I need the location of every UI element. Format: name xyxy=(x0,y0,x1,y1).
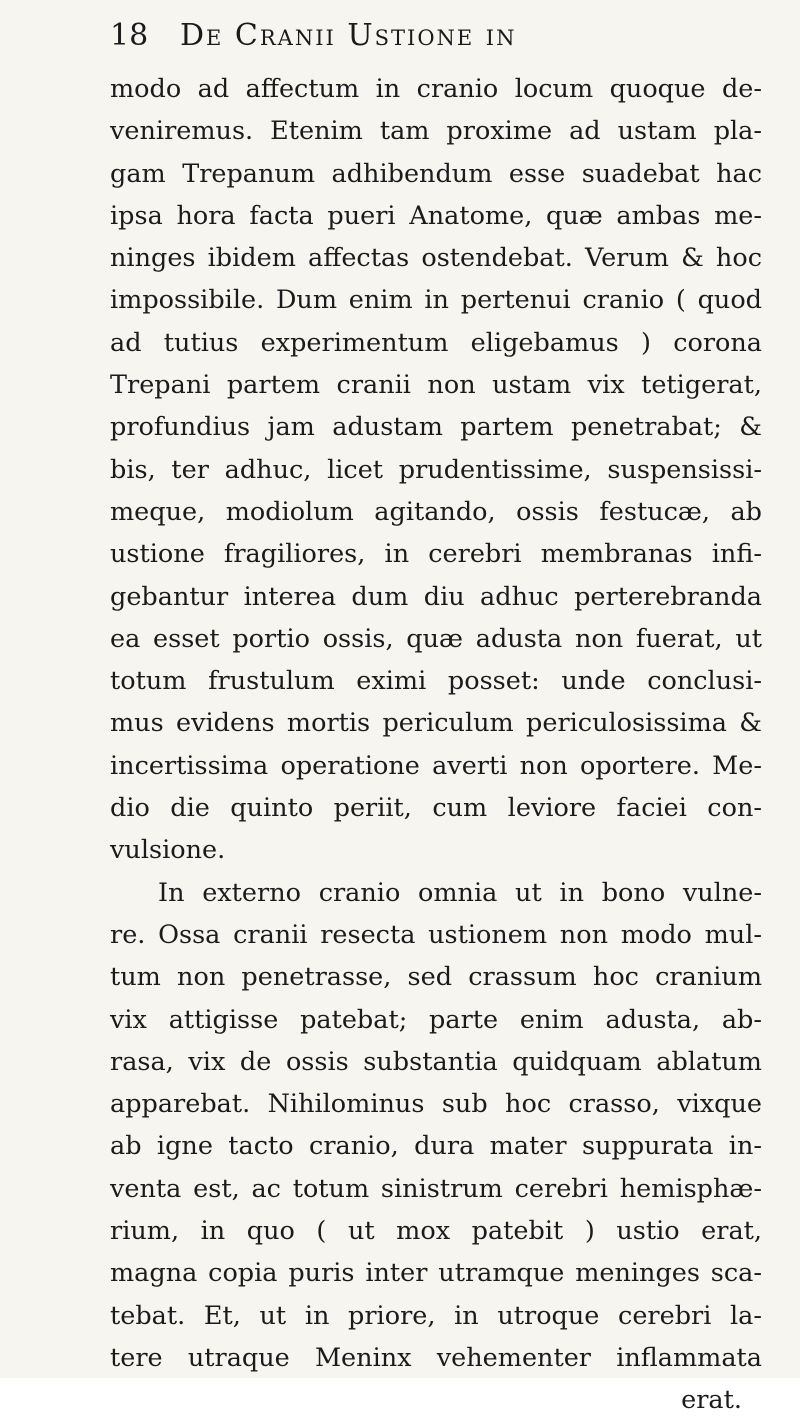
text-line: rasa, vix de ossis substantia quidquam ablatum xyxy=(110,1046,762,1077)
text-line: ninges ibidem affectas ostendebat. Verum & hoc xyxy=(110,243,762,274)
text-line: venta est, ac totum sinistrum cerebri hemisphæ- xyxy=(110,1173,762,1204)
text-line: ea esset portio ossis, quæ adusta non fuerat, ut xyxy=(110,623,762,654)
text-line: meque, modiolum agitando, ossis festucæ, ab xyxy=(110,496,762,527)
text-line: bis, ter adhuc, licet prudentissime, suspensissi- xyxy=(110,454,762,485)
page-number: 18 xyxy=(110,18,149,53)
body-text xyxy=(110,68,762,1379)
text-line: incertissima operatione averti non oportere. Me- xyxy=(110,750,762,781)
page-header xyxy=(110,18,762,68)
text-line: In externo cranio omnia ut in bono vulne- xyxy=(158,877,762,908)
text-line: re. Ossa cranii resecta ustionem non modo mul- xyxy=(110,919,762,950)
text-line: vulsione. xyxy=(110,835,226,866)
text-line: apparebat. Nihilominus sub hoc crasso, vixque xyxy=(110,1089,762,1120)
text-line: dio die quinto periit, cum leviore faciei con- xyxy=(110,793,762,824)
text-line: tere utraque Meninx vehementer inflammata xyxy=(110,1342,762,1373)
text-line: ustione fragiliores, in cerebri membranas infi- xyxy=(110,539,762,570)
text-line: gebantur interea dum diu adhuc perterebranda xyxy=(110,581,762,612)
text-line: mus evidens mortis periculum periculosissima & xyxy=(110,708,762,739)
text-line: ab igne tacto cranio, dura mater suppurata in- xyxy=(110,1131,762,1162)
text-line: Trepani partem cranii non ustam vix tetigerat, xyxy=(110,370,762,401)
catchword: erat. xyxy=(681,1385,742,1416)
text-line: tebat. Et, ut in priore, in utroque cerebri la- xyxy=(110,1300,762,1331)
text-line: modo ad affectum in cranio locum quoque de- xyxy=(110,74,762,104)
text-line: vix attigisse patebat; parte enim adusta, ab- xyxy=(110,1004,762,1035)
text-line: ipsa hora facta pueri Anatome, quæ ambas me- xyxy=(110,200,762,231)
text-line: ad tutius experimentum eligebamus ) corona xyxy=(110,327,762,358)
text-line: magna copia puris inter utramque meninges sca- xyxy=(110,1258,762,1289)
text-line: profundius jam adustam partem penetrabat; & xyxy=(110,412,762,443)
text-line: impossibile. Dum enim in pertenui cranio ( quod xyxy=(110,285,762,316)
text-line: tum non penetrasse, sed crassum hoc cranium xyxy=(110,962,762,993)
text-line: veniremus. Etenim tam proxime ad ustam pla- xyxy=(110,116,762,147)
text-line: rium, in quo ( ut mox patebit ) ustio erat, xyxy=(110,1216,762,1247)
text-line: totum frustulum eximi posset: unde conclusi- xyxy=(110,666,762,697)
running-head: De Cranii Ustione in xyxy=(180,18,517,53)
text-line: gam Trepanum adhibendum esse suadebat hac xyxy=(110,158,762,189)
